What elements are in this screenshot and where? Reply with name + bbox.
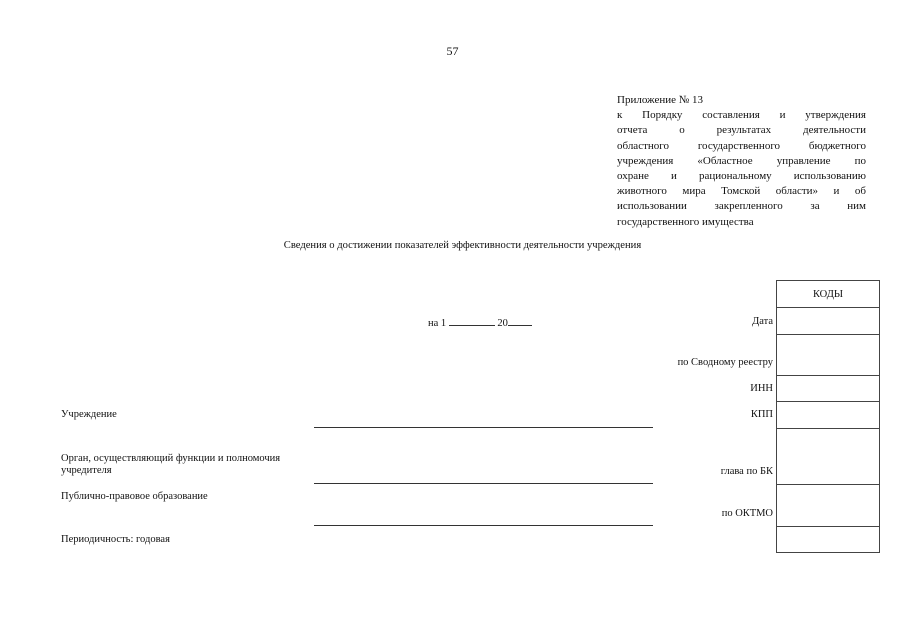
report-date-line — [428, 316, 532, 330]
appendix-block — [617, 93, 866, 230]
code-cell-registry[interactable] — [777, 335, 880, 376]
date-day-month-blank[interactable] — [449, 316, 495, 326]
page-number: 57 — [446, 44, 459, 58]
code-cell-bk-chapter[interactable] — [777, 429, 880, 485]
appendix-line: государственного имущества — [617, 215, 754, 228]
label-oktmo: по ОКТМО — [721, 508, 773, 519]
report-title: Сведения о достижении показателей эффективности деятельности учреждения — [283, 240, 642, 251]
codes-header: КОДЫ — [777, 281, 880, 308]
institution-field-line[interactable] — [314, 427, 653, 428]
appendix-line: использовании закрепленного за ним — [617, 200, 866, 213]
appendix-line: к Порядку составления и утверждения — [617, 109, 866, 122]
appendix-line: учреждения «Областное управление по — [617, 154, 866, 167]
code-cell-oktmo[interactable] — [777, 485, 880, 527]
code-cell-extra[interactable] — [777, 527, 880, 553]
code-cell-kpp[interactable] — [777, 402, 880, 429]
code-cell-inn[interactable] — [777, 376, 880, 402]
label-kpp: КПП — [750, 409, 773, 420]
label-bk-chapter: глава по БК — [720, 466, 773, 477]
appendix-line: областного государственного бюджетного — [617, 139, 866, 152]
label-founder-line1: Орган, осуществляющий функции и полномочия — [61, 453, 281, 464]
appendix-line: охране и рациональному использованию — [617, 170, 866, 183]
codes-table — [776, 280, 880, 553]
code-cell-date[interactable] — [777, 308, 880, 335]
date-prefix: на 1 — [428, 318, 447, 329]
appendix-line: животного мира Томской области» и об — [617, 185, 866, 198]
date-year-blank[interactable] — [508, 316, 532, 326]
public-entity-field-line[interactable] — [314, 525, 653, 526]
label-founder-line2: учредителя — [61, 465, 112, 476]
label-public-entity: Публично-правовое образование — [61, 491, 208, 502]
date-year-prefix: 20 — [497, 318, 508, 329]
label-date: Дата — [752, 316, 773, 327]
appendix-line: отчета о результатах деятельности — [617, 124, 866, 137]
label-founder — [61, 453, 280, 477]
label-registry: по Сводному реестру — [677, 357, 773, 368]
founder-field-line[interactable] — [314, 483, 653, 484]
appendix-title: Приложение № 13 — [617, 94, 704, 106]
label-institution: Учреждение — [61, 409, 117, 420]
label-inn: ИНН — [750, 383, 773, 394]
label-periodicity: Периодичность: годовая — [61, 534, 170, 545]
